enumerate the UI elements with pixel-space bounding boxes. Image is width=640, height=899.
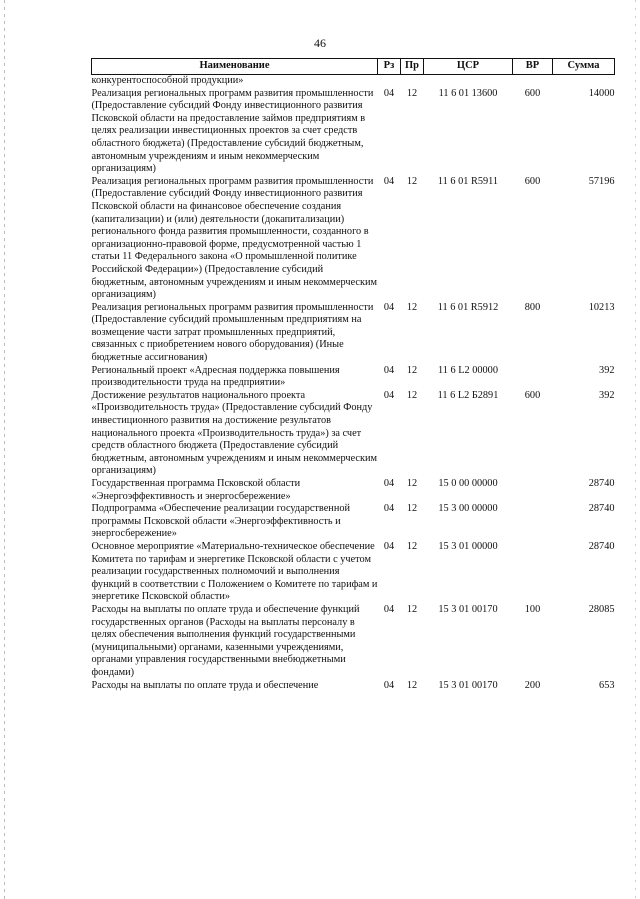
page-number: 46	[314, 36, 326, 50]
cell-sum: 28085	[588, 603, 615, 615]
table-row	[92, 302, 615, 365]
table-row	[92, 365, 615, 390]
scan-edge-left	[4, 0, 5, 899]
cell-rz: 04	[383, 478, 395, 489]
cell-csr: 15 0 00 00000	[438, 478, 498, 489]
cell-rz: 04	[383, 503, 395, 515]
cell-csr: 15 3 01 00170	[438, 603, 498, 615]
header-rz: Рз	[378, 59, 401, 75]
cell-sum: 392	[599, 389, 615, 401]
cell-sum: 28740	[588, 478, 615, 489]
cell-rz: 04	[383, 175, 395, 187]
cell-rz: 04	[383, 603, 395, 615]
table-row	[92, 503, 615, 541]
header-name: Наименование	[92, 59, 378, 75]
cell-sum: 392	[599, 364, 615, 376]
cell-sum: 28740	[588, 540, 615, 552]
cell-pr: 12	[406, 389, 418, 401]
cell-csr: 11 6 01 R5911	[437, 175, 499, 187]
header-sum: Сумма	[553, 59, 615, 75]
cell-csr: 11 6 01 R5912	[437, 301, 499, 313]
cell-name: Государственная программа Псковской области «Энергоэффективность и энергосбережение»	[91, 478, 301, 502]
cell-rz: 04	[383, 679, 395, 691]
cell-name: Реализация региональных программ развития промышленности (Предоставление субсидий Фонду инвестиционного развития Псковской области на финансовое обеспечение создания (капитализации) и (или) деятельности (докапитализации) регионального фонда развития промышленности, созданного в организационно-правовой форме, предусмотренной частью 1 статьи 11 Федерального закона «О промышленной политике Российской Федерации») (Предоставление субсидий бюджетным, автономным учреждениям и иным некоммерческим организациям)	[91, 175, 378, 301]
continuation-row	[92, 75, 615, 88]
cell-vr: 100	[524, 603, 541, 615]
cell-pr: 12	[406, 679, 418, 691]
cell-csr: 11 6 01 13600	[438, 87, 498, 99]
cell-csr: 15 3 01 00000	[438, 540, 498, 552]
cell-name: Реализация региональных программ развития промышленности (Предоставление субсидий Фонду инвестиционного развития Псковской области на предоставление займов предприятиям в целях реализации инвестиционных проектов за счет средств областного бюджета) (Предоставление субсидий бюджетным, автономным учреждениям и иным некоммерческим организациям)	[91, 87, 374, 175]
cell-vr	[513, 541, 553, 604]
cell-vr	[513, 503, 553, 541]
cell-rz: 04	[383, 540, 395, 552]
table-row	[92, 390, 615, 478]
cell-csr: 15 3 01 00170	[438, 679, 498, 691]
cell-csr: 15 3 00 00000	[438, 503, 498, 515]
scan-edge-right	[635, 0, 636, 899]
continuation-text: конкурентоспособной продукции»	[91, 75, 244, 86]
budget-table	[91, 58, 615, 692]
cell-vr: 600	[524, 389, 541, 401]
cell-csr: 11 6 L2 Б2891	[437, 389, 499, 401]
cell-sum: 10213	[588, 301, 615, 313]
cell-pr: 12	[406, 364, 418, 376]
cell-vr	[513, 365, 553, 390]
cell-name: Расходы на выплаты по оплате труда и обеспечение функций государственных органов (Расходы на выплаты персоналу в целях обеспечения выполнения функций государственными (муниципальными) органами, казенными учреждениями, органами управления государственными внебюджетными фондами)	[91, 603, 360, 678]
table-body	[92, 75, 615, 693]
cell-vr: 600	[524, 87, 541, 99]
cell-pr: 12	[406, 87, 418, 99]
table-row	[92, 604, 615, 680]
cell-csr: 11 6 L2 00000	[438, 364, 498, 376]
cell-pr: 12	[406, 540, 418, 552]
cell-rz: 04	[383, 389, 395, 401]
cell-sum: 14000	[588, 87, 615, 99]
table-row	[92, 176, 615, 302]
cell-sum: 28740	[588, 503, 615, 515]
cell-name: Региональный проект «Адресная поддержка повышения производительности труда на предприятии»	[91, 364, 340, 389]
cell-rz: 04	[383, 87, 395, 99]
cell-rz: 04	[383, 364, 395, 376]
table-row	[92, 478, 615, 503]
header-vr: ВР	[513, 59, 553, 75]
cell-name: Расходы на выплаты по оплате труда и обеспечение	[91, 679, 319, 691]
cell-vr: 200	[524, 679, 541, 691]
table-row	[92, 680, 615, 693]
table-row	[92, 88, 615, 176]
cell-pr: 12	[406, 301, 418, 313]
header-csr: ЦСР	[424, 59, 513, 75]
cell-vr: 800	[524, 301, 541, 313]
cell-name: Основное мероприятие «Материально-техническое обеспечение Комитета по тарифам и энергетике Псковской области с учетом реализации государственных полномочий и выполнения функций в соответствии с Положением о Комитете по тарифам и энергетике Псковской области»	[91, 540, 378, 603]
cell-vr	[513, 478, 553, 503]
table-header	[92, 59, 615, 75]
cell-pr: 12	[406, 175, 418, 187]
cell-sum: 57196	[588, 175, 615, 187]
cell-name: Подпрограмма «Обеспечение реализации государственной программы Псковской области «Энергоэффективность и энергосбережение»	[91, 503, 350, 540]
cell-sum: 653	[599, 679, 615, 691]
cell-name: Реализация региональных программ развития промышленности (Предоставление субсидий промышленным предприятиям на возмещение части затрат промышленных предприятий, связанных с приобретением нового оборудования) (Иные бюджетные ассигнования)	[91, 301, 374, 364]
cell-rz: 04	[383, 301, 395, 313]
cell-pr: 12	[406, 503, 418, 515]
cell-pr: 12	[406, 603, 418, 615]
header-pr: Пр	[401, 59, 424, 75]
cell-name: Достижение результатов национального проекта «Производительность труда» (Предоставление субсидий Фонду инвестиционного развития на достижение результатов национального проекта «Производительность труда») за счет средств областного бюджета (Предоставление субсидий бюджетным, автономным учреждениям и иным некоммерческим организациям)	[91, 389, 378, 477]
cell-vr: 600	[524, 175, 541, 187]
table-row	[92, 541, 615, 604]
cell-pr: 12	[406, 478, 418, 489]
